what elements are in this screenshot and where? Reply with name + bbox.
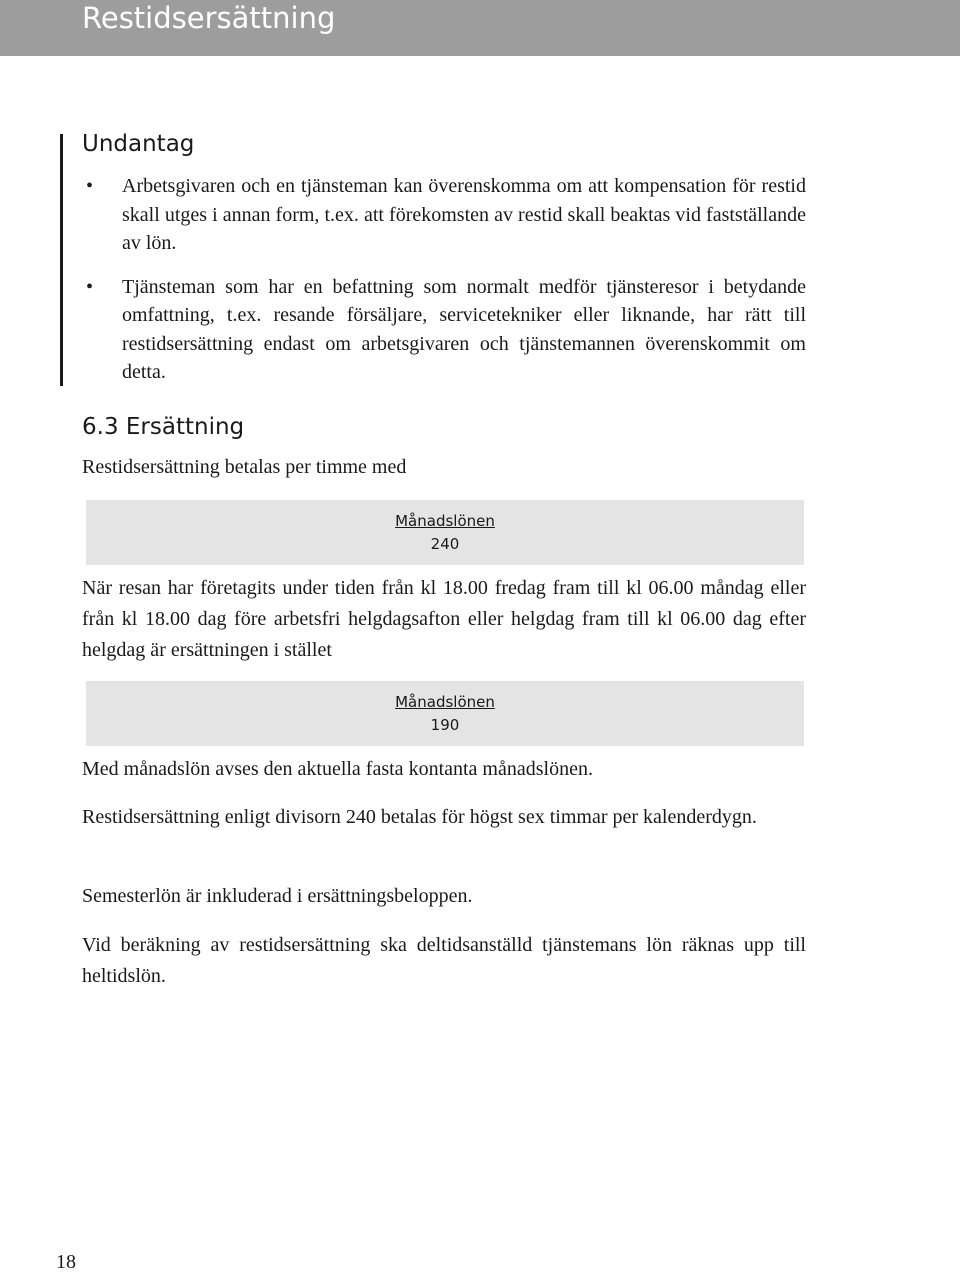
section-intro: Restidsersättning betalas per timme med: [82, 456, 407, 478]
formula-denominator: 240: [430, 535, 460, 553]
formula-box-190: [86, 681, 804, 746]
formula-denominator: 190: [430, 716, 460, 734]
formula-box-240: [86, 500, 804, 565]
formula-numerator: Månadslönen: [395, 512, 495, 530]
bullet-icon: •: [86, 275, 94, 298]
change-bar: [60, 134, 63, 386]
formula-numerator: Månadslönen: [395, 693, 495, 711]
section-heading: 6.3 Ersättning: [82, 414, 245, 440]
paragraph-semesterlon: Semesterlön är inkluderad i ersättningsbeloppen.: [82, 885, 473, 907]
paragraph-deltid: Vid beräkning av restidsersättning ska deltidsanställd tjänstemans lön räknas upp till heltidslön.: [82, 934, 806, 987]
undantag-list: [82, 172, 806, 387]
undantag-heading: Undantag: [82, 131, 195, 157]
list-item: [82, 172, 806, 258]
condition-paragraph: När resan har företagits under tiden från kl 18.00 fredag fram till kl 06.00 måndag eller från kl 18.00 dag före arbetsfri helgdagsafton eller helgdag fram till kl 06.00 dag efter helgdag är ersättningen i stället: [82, 577, 806, 661]
paragraph-manadslon: Med månadslön avses den aktuella fasta kontanta månadslönen.: [82, 758, 593, 780]
bullet-icon: •: [86, 175, 94, 197]
page-number: 18: [56, 1251, 76, 1273]
bullet-text: Arbetsgivaren och en tjänsteman kan överenskomma om att kompensation för restid skall utges i annan form, t.ex. att förekomsten av restid skall beaktas vid fastställande av lön.: [122, 175, 806, 254]
page-title: Restidsersättning: [82, 1, 336, 35]
bullet-text: Tjänsteman som har en befattning som normalt medför tjänsteresor i betydande omfattning, t.ex. resande försäljare, servicetekniker eller liknande, har rätt till restidsersättning endast om arbetsgivaren och tjänstemannen överenskommit om detta.: [122, 275, 806, 383]
list-item: [82, 273, 806, 387]
paragraph-divisor: Restidsersättning enligt divisorn 240 betalas för högst sex timmar per kalenderdygn.: [82, 806, 757, 828]
